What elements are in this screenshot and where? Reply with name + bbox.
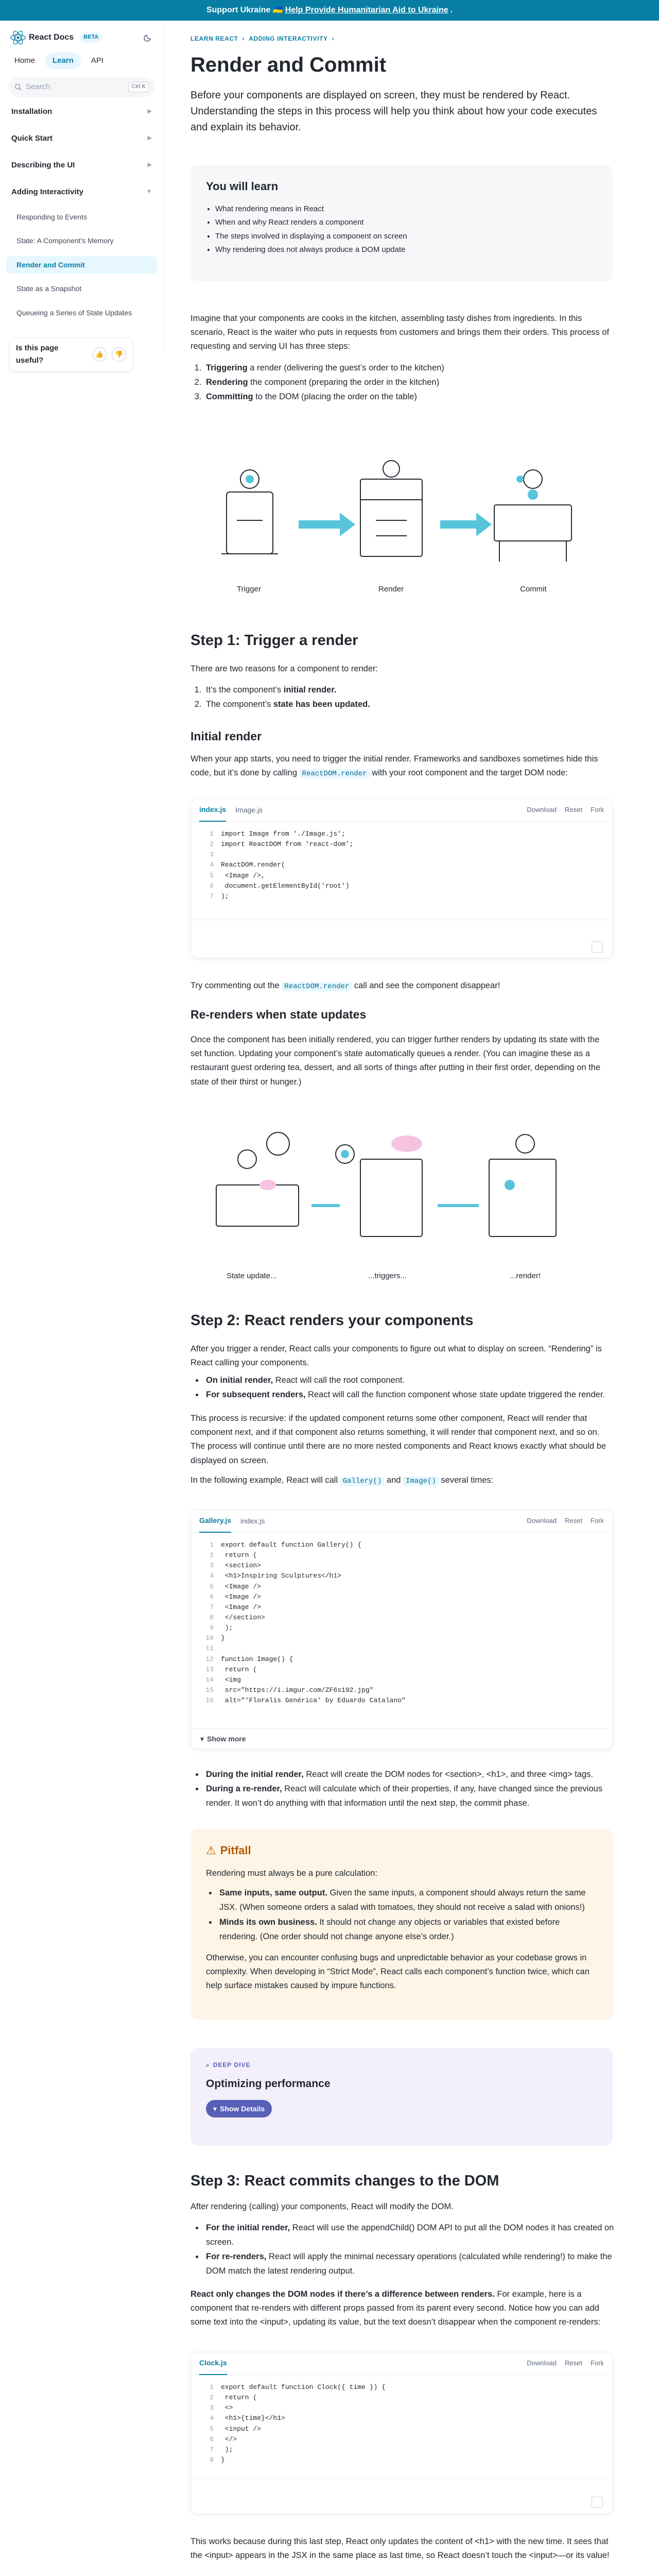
step1-heading: Step 1: Trigger a render	[190, 632, 358, 649]
top-nav	[0, 50, 163, 74]
code-line: 2 import ReactDOM from 'react-dom';	[210, 840, 354, 849]
illustration-label-render: ...render!	[510, 1272, 541, 1280]
render-steps-list	[204, 361, 616, 404]
chevron-right-icon: ▶	[147, 135, 152, 142]
step3-paragraph: After rendering (calling) your components, React will modify the DOM.	[190, 2202, 454, 2211]
step2-heading: Step 2: React renders your components	[190, 1312, 474, 1329]
code-text: </section>	[221, 1613, 265, 1621]
step2-bullets	[204, 1373, 616, 1402]
illustration-label-commit: Commit	[520, 585, 547, 594]
sandbox-gallery	[190, 1510, 613, 1749]
learn-item: • The steps involved in displaying a component on screen	[215, 230, 597, 243]
code-line: 16 alt="'Floralis Genérica' by Eduardo Catalano"	[205, 1697, 406, 1705]
breadcrumb	[190, 34, 334, 44]
show-details-label: Show Details	[220, 2104, 265, 2113]
example-paragraph	[190, 1473, 613, 1487]
bullet-text: React will call the root component.	[273, 1376, 405, 1385]
you-will-learn-title: You will learn	[206, 180, 279, 193]
learn-item: • What rendering means in React	[215, 202, 597, 216]
sandbox-clock	[190, 2352, 613, 2514]
breadcrumb-separator-icon: ›	[242, 35, 245, 42]
illustration-label-state-update: State update...	[227, 1272, 277, 1280]
try-commenting-paragraph	[190, 979, 613, 993]
sidebar-item-describing-ui[interactable]	[6, 156, 157, 175]
initial-render-paragraph	[190, 752, 613, 780]
render-step-item	[204, 375, 616, 389]
render-reasons-list	[204, 683, 616, 711]
warning-icon: ⚠	[206, 1844, 216, 1857]
pitfall-callout	[190, 1829, 613, 2020]
search-shortcut: Ctrl K	[129, 82, 149, 92]
code-line: 8 </section>	[210, 1613, 265, 1621]
kitchen-paragraph: Imagine that your components are cooks in the kitchen, assembling tasty dishes from ingredients. In this scenario, React is the waiter who puts in requests from customers and brings them their orders. This process of requesting and serving UI has three steps:	[190, 314, 610, 351]
code-text: document.getElementById('root')	[221, 882, 350, 890]
sidebar-subitem-render-and-commit[interactable]: Render and Commit	[6, 256, 157, 274]
code-editor[interactable]	[191, 822, 612, 920]
you-will-learn-box	[190, 165, 613, 281]
code-line: 1 import Image from './Image.js';	[210, 830, 345, 838]
illustration-label-trigger: Trigger	[237, 585, 261, 594]
render-detail-bullets	[204, 1767, 616, 1810]
sidebar-item-label: Installation	[11, 107, 53, 116]
learn-item: • When and why React renders a component	[215, 216, 597, 229]
sidebar-nav	[0, 102, 163, 321]
pitfall-item-bold: Minds its own business.	[219, 1917, 317, 1927]
sandbox-preview	[191, 920, 612, 958]
download-button[interactable]: Download	[527, 1517, 557, 1525]
code-text: <img	[221, 1675, 241, 1684]
sandbox-actions	[527, 2358, 604, 2369]
code-line: 14 <img	[205, 1675, 241, 1684]
show-more-label: Show more	[207, 1735, 246, 1743]
reason-bold: state has been updated.	[273, 700, 370, 709]
deep-dive-label-text: DEEP DIVE	[213, 2061, 251, 2069]
code-line: 10 }	[205, 1634, 225, 1642]
rerender-heading: Re-renders when state updates	[190, 1008, 367, 1021]
render-step-text: a render (delivering the guest’s order to the kitchen)	[247, 363, 444, 372]
step2-paragraph: After you trigger a render, React calls your components to figure out what to display on screen. “Rendering” is React calling your components.	[190, 1344, 602, 1368]
code-line: 4 ReactDOM.render(	[210, 861, 285, 869]
step2-bullet	[204, 1387, 616, 1402]
code-line: 1 export default function Clock({ time }) {	[210, 2383, 386, 2391]
bullet-bold: On initial render,	[206, 1376, 273, 1385]
code-line: 7 );	[210, 2445, 233, 2453]
dom-diff-text: For example, here is a component that re-renders with different props passed from its parent every second. Notice how you can add some text into the <input>, updating its value, but the text doesn’t disappear when the component re-renders:	[190, 2290, 601, 2327]
banner-link[interactable]: Help Provide Humanitarian Aid to Ukraine	[285, 6, 448, 15]
learn-item: • Why rendering does not always produce a DOM update	[215, 243, 597, 257]
banner-suffix: .	[450, 6, 453, 15]
step2-bullet	[204, 1373, 616, 1387]
sandbox-tabs	[191, 2352, 612, 2375]
code-line: 7 );	[210, 892, 229, 900]
code-text: ReactDOM.render(	[221, 861, 285, 869]
beta-badge: BETA	[80, 32, 102, 43]
bullet-bold: For re-renders,	[206, 2252, 267, 2262]
fork-button[interactable]: Fork	[591, 806, 604, 814]
pitfall-title	[206, 1841, 597, 1859]
render-step-bold: Triggering	[206, 363, 248, 372]
code-text: }	[221, 2455, 225, 2464]
search-placeholder: Search	[26, 82, 50, 91]
sandbox-tabs	[191, 799, 612, 822]
banner-prefix: Support Ukraine 🇺🇦	[206, 6, 283, 15]
file-tab-image-js[interactable]: Image.js	[235, 806, 263, 815]
code-text: <Image />	[221, 1592, 262, 1601]
step3-heading: Step 3: React commits changes to the DOM	[190, 2173, 499, 2189]
initial-render-text: with your root component and the target DOM node:	[369, 768, 568, 778]
sandbox-actions	[527, 1516, 604, 1527]
code-text: export default function Clock({ time }) {	[221, 2383, 386, 2391]
file-tab-clock-js[interactable]: Clock.js	[199, 2352, 227, 2375]
step1-paragraph: There are two reasons for a component to render:	[190, 664, 378, 673]
pitfall-item-bold: Same inputs, same output.	[219, 1888, 327, 1898]
pitfall-intro: Rendering must always be a pure calculation:	[206, 1869, 377, 1878]
code-text: <h1>Inspiring Sculptures</h1>	[221, 1572, 342, 1580]
rerender-paragraph: Once the component has been initially rendered, you can trigger further renders by updating its state with the set function. Updating your component’s state automatically queues a render. (You can imagine these as a restaurant guest ordering tea, dessert, and all sorts of things after putting in their first order, depending on the state of their thirst or hunger.)	[190, 1035, 601, 1087]
sandbox-initial-render	[190, 799, 613, 958]
deep-dive-icon: ⌕	[206, 2061, 210, 2069]
bullet-bold: For subsequent renders,	[206, 1390, 306, 1400]
code-line: 5 <input />	[210, 2425, 262, 2433]
code-line: 4 <h1>{time}</h1>	[210, 2414, 285, 2422]
code-line: 2 return (	[210, 2394, 257, 2402]
illustration-label-render: Render	[378, 585, 404, 594]
chevron-down-icon: ▾	[200, 1735, 204, 1743]
render-step-bold: Committing	[206, 392, 253, 402]
code-text: return (	[221, 1551, 257, 1560]
nav-tab-api[interactable]: API	[91, 56, 104, 65]
code-line: 4 <h1>Inspiring Sculptures</h1>	[210, 1572, 342, 1580]
breadcrumb-separator-icon: ›	[332, 35, 335, 42]
code-text: src="https://i.imgur.com/ZF6s192.jpg"	[221, 1686, 374, 1694]
render-reason-item	[204, 683, 616, 697]
thumbs-up-icon[interactable]: 👍	[93, 347, 107, 362]
code-line: 12 function Image() {	[205, 1655, 293, 1663]
render-step-item	[204, 389, 616, 404]
search-icon	[14, 83, 22, 91]
code-line: 15 src="https://i.imgur.com/ZF6s192.jpg"	[205, 1686, 374, 1694]
code-line: 3 <section>	[210, 1562, 262, 1570]
state-update-illustration	[190, 1123, 613, 1288]
sidebar	[0, 21, 164, 365]
code-editor[interactable]	[191, 1533, 612, 1728]
sandbox-actions	[527, 805, 604, 816]
sandbox-tabs	[191, 1510, 612, 1533]
pitfall-item-text: It should not change any objects or variables that existed before rendering. (One order should not change anyone else’s order.)	[219, 1917, 560, 1941]
code-text: return (	[221, 2394, 257, 2402]
code-text: }	[221, 1634, 225, 1642]
code-line: 6 <Image />	[210, 1592, 262, 1601]
dom-diff-bold: React only changes the DOM nodes if there’s a difference between renders.	[190, 2290, 495, 2299]
code-line: 6 document.getElementById('root')	[210, 882, 350, 890]
sidebar-header	[0, 21, 163, 50]
breadcrumb-item-learn[interactable]: LEARN REACT	[190, 35, 238, 42]
brand-name[interactable]: React Docs	[29, 33, 74, 42]
nav-tab-home[interactable]: Home	[14, 56, 36, 65]
restaurant-illustration-icon	[190, 443, 613, 582]
clock-explanation-paragraph: This works because during this last step, React only updates the content of <h1> with the new time. It sees that the <input> appears in the JSX in the same place as last time, so React doesn’t touch the <input>—or its value!	[190, 2537, 610, 2561]
code-text: <>	[221, 2404, 233, 2412]
pitfall-item	[217, 1886, 597, 1914]
bullet-bold: During the initial render,	[206, 1770, 304, 1779]
deep-dive-label	[206, 2060, 597, 2070]
code-text: <h1>{time}</h1>	[221, 2414, 285, 2422]
code-text: </>	[221, 2435, 237, 2443]
reason-text: The component’s	[206, 700, 273, 709]
initial-render-text: When your app starts, you need to trigger the initial render. Frameworks and sandboxes sometimes hide this code, but it’s done by calling	[190, 754, 598, 778]
inline-code: ReactDOM.render	[282, 982, 352, 991]
sidebar-item-label: Adding Interactivity	[11, 188, 84, 196]
step3-bullet	[204, 2221, 616, 2249]
code-editor[interactable]	[191, 2375, 612, 2478]
nav-tab-learn[interactable]: Learn	[45, 53, 81, 69]
dom-diff-paragraph	[190, 2287, 613, 2330]
sidebar-item-adding-interactivity[interactable]	[6, 182, 157, 202]
code-text: <Image />	[221, 1582, 262, 1590]
inline-code: Gallery()	[340, 1477, 385, 1486]
code-line: 7 <Image />	[210, 1603, 262, 1611]
code-text: import ReactDOM from 'react-dom';	[221, 840, 354, 849]
bullet-text: React will use the appendChild() DOM API to put all the DOM nodes it has created on screen.	[206, 2223, 614, 2247]
file-tab-index-js[interactable]: index.js	[199, 799, 226, 821]
code-text: );	[221, 1624, 233, 1632]
step3-bullets	[204, 2221, 616, 2278]
react-logo-icon[interactable]	[10, 30, 26, 45]
code-line: 3	[210, 851, 214, 859]
render-detail-bullet	[204, 1782, 616, 1810]
code-text: import Image from './Image.js';	[221, 830, 345, 838]
fork-button[interactable]: Fork	[591, 2359, 604, 2367]
example-text: and	[384, 1476, 404, 1485]
chevron-down-icon: ▾	[213, 2104, 217, 2113]
code-text: function Image() {	[221, 1655, 293, 1663]
code-line: 11	[205, 1645, 214, 1653]
rerender-illustration-icon	[190, 1123, 613, 1267]
bullet-bold: During a re-render,	[206, 1784, 282, 1794]
show-details-button[interactable]	[206, 2100, 272, 2117]
pitfall-title-text: Pitfall	[220, 1844, 251, 1857]
try-text: call and see the component disappear!	[352, 981, 500, 990]
feedback-question: Is this page useful?	[16, 344, 59, 365]
code-text: <input />	[221, 2425, 262, 2433]
example-text: several times:	[438, 1476, 494, 1485]
deep-dive-title: Optimizing performance	[206, 2078, 331, 2090]
bullet-text: React will apply the minimal necessary operations (calculated while rendering!) to make the DOM match the latest rendering output.	[206, 2252, 612, 2276]
file-tab-index-js[interactable]: index.js	[240, 1517, 265, 1526]
render-reason-item	[204, 697, 616, 711]
render-step-bold: Rendering	[206, 378, 248, 387]
breadcrumb-item-adding-interactivity[interactable]: ADDING INTERACTIVITY	[249, 35, 328, 42]
chevron-right-icon: ▶	[147, 108, 152, 115]
bullet-bold: For the initial render,	[206, 2223, 290, 2232]
illustration-label-triggers: ...triggers...	[368, 1272, 407, 1280]
render-step-text: to the DOM (placing the order on the table)	[253, 392, 417, 402]
render-detail-bullet	[204, 1767, 616, 1782]
reset-button[interactable]: Reset	[565, 1517, 582, 1525]
bullet-text: React will create the DOM nodes for <section>, <h1>, and three <img> tags.	[303, 1770, 594, 1779]
reset-button[interactable]: Reset	[565, 2359, 582, 2367]
feedback-widget	[9, 337, 133, 371]
code-text: );	[221, 892, 229, 900]
code-text: <Image />,	[221, 871, 265, 879]
sidebar-subitem-state-snapshot[interactable]: State as a Snapshot	[16, 284, 82, 293]
reset-button[interactable]: Reset	[565, 806, 582, 814]
code-line: 9 );	[210, 1624, 233, 1632]
code-line: 1 export default function Gallery() {	[210, 1541, 362, 1549]
pitfall-outro: Otherwise, you can encounter confusing bugs and unpredictable behavior as your codebase grows in complexity. When developing in “Strict Mode”, React calls each component’s function twice, which can help surface mistakes caused by impure functions.	[206, 1953, 589, 1991]
dark-mode-toggle-icon[interactable]	[141, 30, 155, 45]
open-in-sandbox-icon[interactable]	[592, 941, 603, 953]
code-line: 6 </>	[210, 2435, 237, 2443]
deep-dive-callout	[190, 2048, 613, 2146]
code-line: 5 <Image />	[210, 1582, 262, 1590]
sidebar-item-label: Describing the UI	[11, 161, 75, 170]
page-title: Render and Commit	[190, 54, 387, 76]
open-in-sandbox-icon[interactable]	[592, 2497, 603, 2508]
page-intro: Before your components are displayed on screen, they must be rendered by React. Understanding the steps in this process will help you think about how your code executes and explain its behavior.	[190, 90, 597, 133]
sidebar-subitem-state-memory[interactable]: State: A Component's Memory	[16, 236, 114, 245]
sidebar-item-quick-start[interactable]	[6, 129, 157, 148]
inline-code: ReactDOM.render	[300, 769, 370, 778]
reason-bold: initial render.	[283, 685, 337, 694]
support-banner	[0, 0, 659, 21]
code-text: alt="'Floralis Genérica' by Eduardo Catalano"	[221, 1697, 406, 1705]
render-step-text: the component (preparing the order in the kitchen)	[248, 378, 440, 387]
try-text: Try commenting out the	[190, 981, 282, 990]
code-line: 5 <Image />,	[210, 871, 265, 879]
pitfall-item	[217, 1915, 597, 1944]
code-text: <Image />	[221, 1603, 262, 1611]
sidebar-subitem-queueing-updates[interactable]: Queueing a Series of State Updates	[16, 308, 132, 317]
code-line: 2 return (	[210, 1551, 257, 1560]
pitfall-list	[217, 1886, 597, 1943]
chevron-right-icon: ▶	[147, 162, 152, 168]
example-text: In the following example, React will call	[190, 1476, 340, 1485]
fork-button[interactable]: Fork	[591, 1517, 604, 1525]
initial-render-heading: Initial render	[190, 730, 262, 743]
render-step-item	[204, 361, 616, 375]
sidebar-item-installation[interactable]	[6, 102, 157, 122]
reason-text: It’s the component’s	[206, 685, 284, 694]
trigger-render-commit-illustration	[190, 443, 613, 603]
bullet-text: React will calculate which of their properties, if any, have changed since the previous render. It won’t do anything with that information until the next step, the commit phase.	[206, 1784, 603, 1808]
pitfall-item-text: Given the same inputs, a component should always return the same JSX. (When someone orders a salad with tomatoes, they should not receive a salad with onions!)	[219, 1888, 586, 1912]
chevron-down-icon: ▼	[146, 189, 152, 195]
recursive-paragraph: This process is recursive: if the updated component returns some other component, React will render that component next, and if that component also returns something, it will render that component next, and so on. The process will continue until there are no more nested components and React knows exactly what should be displayed on screen.	[190, 1414, 606, 1465]
download-button[interactable]: Download	[527, 806, 557, 814]
search-input[interactable]	[8, 77, 155, 97]
code-line: 13 return (	[205, 1665, 257, 1673]
bullet-text: React will call the function component whose state update triggered the render.	[305, 1390, 605, 1400]
sandbox-preview	[191, 2478, 612, 2514]
thumbs-down-icon[interactable]: 👎	[112, 347, 126, 362]
code-text: export default function Gallery() {	[221, 1541, 362, 1549]
download-button[interactable]: Download	[527, 2359, 557, 2367]
code-line: 3 <>	[210, 2404, 233, 2412]
step3-bullet	[204, 2249, 616, 2278]
inline-code: Image()	[403, 1477, 439, 1486]
code-text: return (	[221, 1665, 257, 1673]
code-line: 8 }	[210, 2455, 225, 2464]
sidebar-item-label: Quick Start	[11, 134, 53, 143]
code-text: <section>	[221, 1562, 262, 1570]
code-text: );	[221, 2445, 233, 2453]
show-more-button[interactable]	[191, 1728, 612, 1749]
sidebar-subitem-responding-to-events[interactable]: Responding to Events	[16, 213, 87, 221]
file-tab-gallery-js[interactable]: Gallery.js	[199, 1510, 231, 1532]
